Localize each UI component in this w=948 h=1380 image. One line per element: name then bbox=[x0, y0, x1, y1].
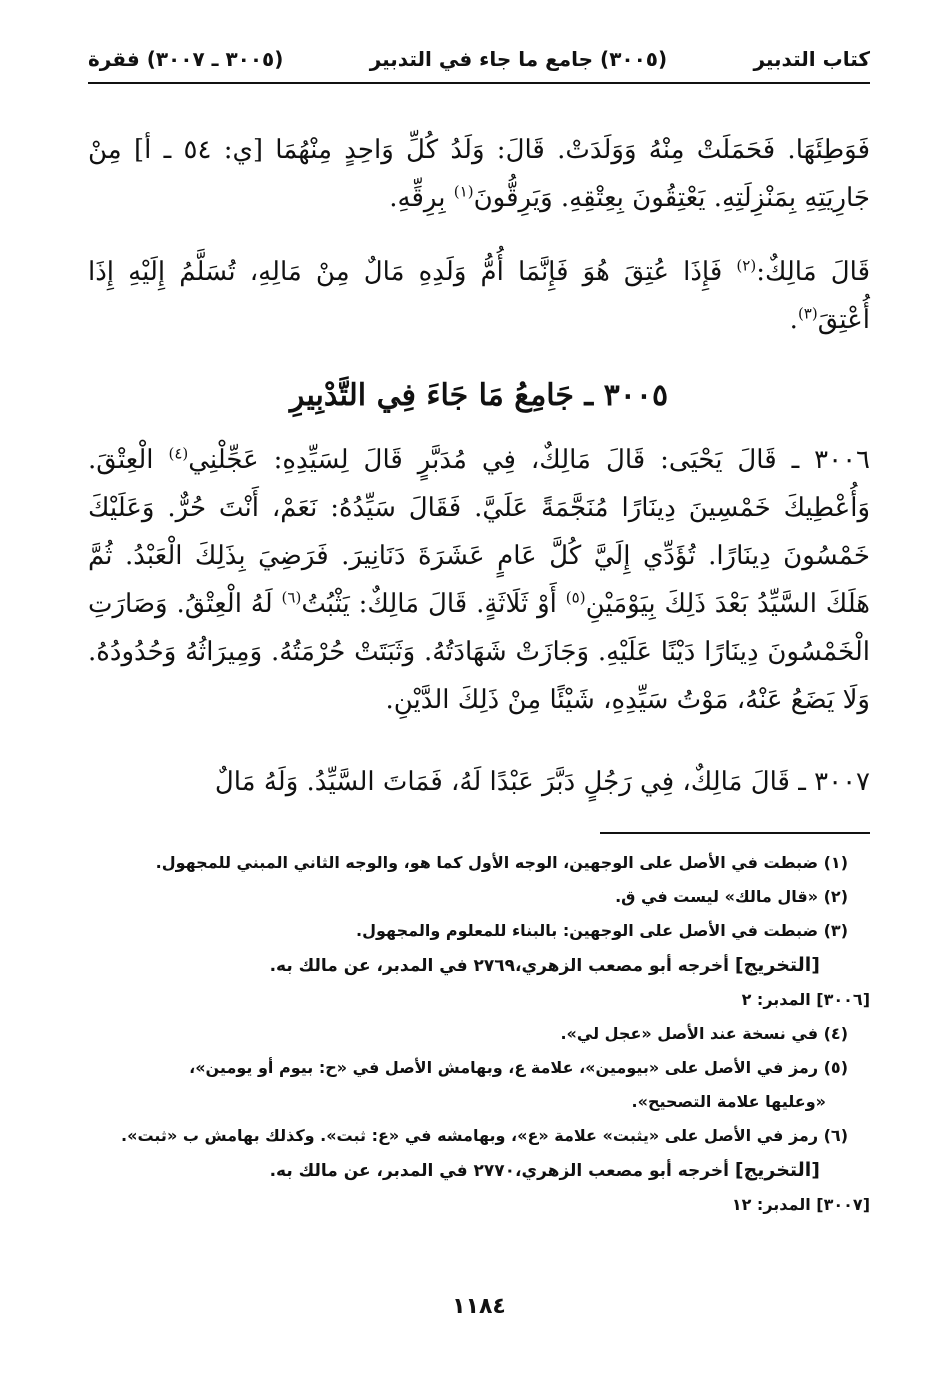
footnote-ref-2: (٢) bbox=[736, 256, 757, 275]
footnote-ref-5: (٥) bbox=[565, 588, 586, 607]
footnote-ref-6: (٦) bbox=[281, 588, 302, 607]
takhrij-text: أخرجه أبو مصعب الزهري،٢٧٦٩ في المدبر، عن مالك به. bbox=[269, 956, 729, 976]
footnote-1: (١) ضبطت في الأصل على الوجهين، الوجه الأول كما هو، والوجه الثاني المبني للمجهول. bbox=[155, 853, 848, 872]
paragraph-3006-middle: الْعِتْقَ. وَأُعْطِيكَ خَمْسِينَ دِينَارًا مُنَجَّمَةً عَلَيَّ. فَقَالَ سَيِّدُهُ: نَعَمْ، أَنْتَ حُرٌّ. وَعَلَيْكَ خَمْسُونَ دِينَارًا. تُؤَدِّي إِلَيَّ كُلَّ عَامٍ عَشَرَةَ دَنَانِيرَ. فَرَضِيَ بِذَلِكَ الْعَبْدُ. ثُمَّ هَلَكَ السَّيِّدُ بَعْدَ ذَلِكَ بِيَوْمَيْنِ bbox=[88, 445, 871, 619]
reference-3007: [٣٠٠٧] المدبر: ١٢ bbox=[731, 1195, 870, 1214]
paragraph-2-text: فَإِذَا عُتِقَ هُوَ فَإِنَّمَا أُمُّ وَلَدِهِ مَالٌ مِنْ مَالِهِ، تُسَلَّمُ إِلَيْهِ إِذَا أُعْتِقَ bbox=[88, 257, 870, 335]
footnote-divider bbox=[600, 832, 870, 834]
paragraph-2-end: . bbox=[789, 305, 798, 335]
paragraph-2-speaker: قَالَ مَالِكٌ: bbox=[756, 257, 871, 287]
footnote-5: (٥) رمز في الأصل على «بيومين»، علامة ع، وبهامش الأصل في «ح: بيوم أو يومين»، bbox=[189, 1058, 848, 1077]
page-number: ١١٨٤ bbox=[452, 1294, 506, 1319]
paragraph-1 bbox=[88, 126, 870, 222]
takhrij-3006 bbox=[88, 948, 870, 983]
paragraph-3006-end: لَهُ الْعِتْقُ. وَصَارَتِ الْخَمْسُونَ دِينَارًا دَيْنًا عَلَيْهِ. وَجَازَتْ شَهَادَتُهُ. وَثَبَتَتْ حُرْمَتُهُ. وَمِيرَاثُهُ وَحُدُودُهُ. وَلَا يَضَعُ عَنْهُ، مَوْتُ سَيِّدِهِ، شَيْئًا مِنْ ذَلِكَ الدَّيْنِ. bbox=[88, 589, 870, 715]
takhrij-label: [التخريج] bbox=[734, 1159, 820, 1181]
footnote-3: (٣) ضبطت في الأصل على الوجهين: بالبناء للمعلوم والمجهول. bbox=[356, 921, 848, 940]
document-page bbox=[88, 36, 871, 1319]
paragraph-1-text: فَوَطِئَهَا. فَحَمَلَتْ مِنْهُ وَوَلَدَتْ. قَالَ: وَلَدُ كُلِّ وَاحِدٍ مِنْهُمَا [ي: ٥٤ ـ أ] مِنْ جَارِيَتِهِ بِمَنْزِلَتِهِ. يَعْتِقُونَ بِعِتْقِهِ. وَيَرِقُّونَ bbox=[88, 135, 871, 213]
footnote-ref-4: (٤) bbox=[168, 444, 189, 463]
paragraph-3006-start: ٣٠٠٦ ـ قَالَ يَحْيَى: قَالَ مَالِكٌ، فِي مُدَبَّرٍ قَالَ لِسَيِّدِهِ: عَجِّلْنِي bbox=[188, 445, 871, 475]
takhrij-3007 bbox=[88, 1153, 870, 1188]
footnote-5-continued: «وعليها علامة التصحيح». bbox=[631, 1092, 826, 1111]
footnote-2: (٢) «قال مالك» ليست في ق. bbox=[615, 887, 848, 906]
header-chapter-title: (٣٠٠٥) جامع ما جاء في التدبير bbox=[369, 47, 668, 71]
reference-3006: [٣٠٠٦] المدبر: ٢ bbox=[741, 990, 870, 1009]
chapter-heading: ٣٠٠٥ ـ جَامِعُ مَا جَاءَ فِي التَّدْبِيرِ bbox=[289, 378, 669, 413]
paragraph-1-end: بِرِقِّهِ. bbox=[389, 183, 446, 213]
paragraph-3006-continued: أَوْ ثَلَاثَةٍ. قَالَ مَالِكٌ: يَثْبُتُ bbox=[301, 589, 557, 619]
paragraph-3006 bbox=[88, 436, 870, 724]
paragraph-2 bbox=[88, 248, 870, 344]
paragraph-3007: ٣٠٠٧ ـ قَالَ مَالِكٌ، فِي رَجُلٍ دَبَّرَ عَبْدًا لَهُ، فَمَاتَ السَّيِّدُ. وَلَهُ مَالٌ bbox=[214, 767, 870, 797]
footnote-6: (٦) رمز في الأصل على «يثبت» علامة «ع»، وبهامشه في «ع: ثبت». وكذلك بهامش ب «ثبت». bbox=[121, 1126, 848, 1145]
footnote-ref-3: (٣) bbox=[797, 304, 818, 323]
header-book-title: كتاب التدبير bbox=[753, 47, 870, 71]
footnote-ref-1: (١) bbox=[453, 182, 474, 201]
footnotes-section bbox=[88, 846, 870, 1222]
takhrij-text: أخرجه أبو مصعب الزهري،٢٧٧٠ في المدبر، عن مالك به. bbox=[269, 1161, 729, 1181]
takhrij-label: [التخريج] bbox=[734, 954, 820, 976]
header-paragraph-range: (٣٠٠٥ ـ ٣٠٠٧) فقرة bbox=[88, 47, 284, 71]
footnote-4: (٤) في نسخة عند الأصل «عجل لي». bbox=[560, 1024, 848, 1043]
running-header bbox=[88, 36, 870, 84]
